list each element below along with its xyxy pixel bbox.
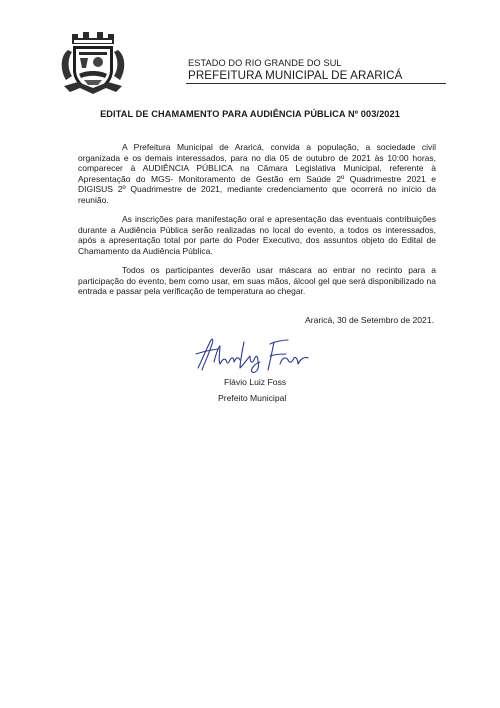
- handwritten-signature: [190, 334, 315, 376]
- signatory-role: Prefeito Municipal: [218, 393, 287, 403]
- coat-of-arms-icon: [58, 30, 128, 96]
- state-name: ESTADO DO RIO GRANDE DO SUL: [188, 58, 342, 68]
- header-divider: [186, 83, 446, 84]
- document-body: [78, 142, 436, 306]
- date-line: Araricá, 30 de Setembro de 2021.: [305, 315, 434, 325]
- document-title: EDITAL DE CHAMAMENTO PARA AUDIÊNCIA PÚBLICA Nº 003/2021: [100, 109, 400, 119]
- paragraph: A Prefeitura Municipal de Araricá, convida a população, a sociedade civil organizada e os demais interessados, para no dia 05 de outubro de 2021 às 10:00 horas, comparecer à AUDIÊNCIA PÚBLICA na Câmara Legislativa Municipal, referente à Apresentação do MGS- Monitoramento de Gestão em Saúde 2º Quadrimestre 2021 e DIGISUS 2º Quadrimestre de 2021, mediante credenciamento que ocorrerá no início da reunião.: [78, 142, 436, 205]
- prefeitura-name: PREFEITURA MUNICIPAL DE ARARICÁ: [188, 69, 403, 82]
- paragraph: As inscrições para manifestação oral e apresentação das eventuais contribuições durante a Audiência Pública serão realizadas no local do evento, a todos os interessados, após a apresentação total por parte do Poder Executivo, dos assuntos objeto do Edital de Chamamento da Audiência Pública.: [78, 214, 436, 256]
- paragraph: Todos os participantes deverão usar máscara ao entrar no recinto para a participação do evento, bem como usar, em suas mãos, álcool gel que será disponibilizado na entrada e passar pela verificação de temperatura ao chegar.: [78, 265, 436, 297]
- signatory-name: Flávio Luiz Foss: [224, 377, 287, 387]
- letterhead: [188, 57, 468, 83]
